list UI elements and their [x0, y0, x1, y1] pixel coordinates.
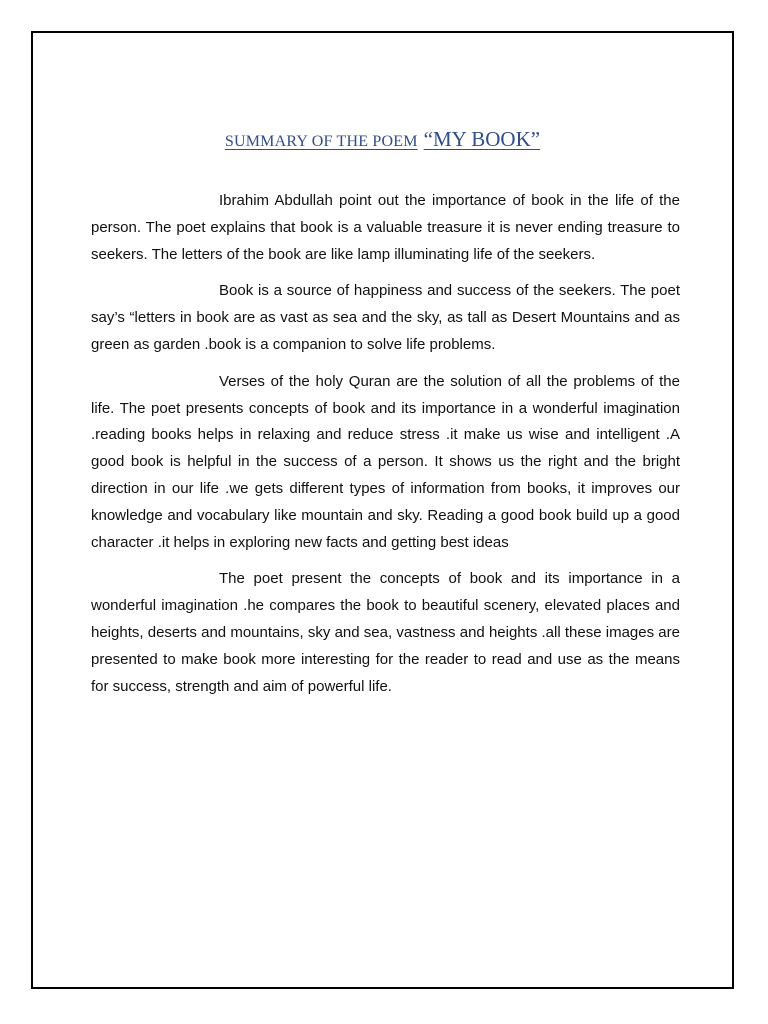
title-main: “MY BOOK” — [423, 127, 541, 151]
title-prefix: SUMMARY OF THE POEM — [224, 133, 418, 150]
paragraph-3: Verses of the holy Quran are the solution of all the problems of the life. The poet presents concepts of book and its importance in a wonderful imagination .reading books helps in relaxing and reduce stress .it make us wise and intelligent .A good book is helpful in the success of a person. It shows us the right and the bright direction in our life .we gets different types of information from books, it improves our knowledge and vocabulary like mountain and sky. Reading a good book build up a good character .it helps in exploring new facts and getting best ideas — [91, 372, 680, 551]
summary-body — [91, 188, 680, 710]
page-title — [33, 127, 732, 152]
paragraph-2: Book is a source of happiness and success of the seekers. The poet say’s “letters in book are as vast as sea and the sky, as tall as Desert Mountains and as green as garden .book is a companion to solve life problems. — [91, 282, 680, 353]
paragraph-1: Ibrahim Abdullah point out the importance of book in the life of the person. The poet explains that book is a valuable treasure it is never ending treasure to seekers. The letters of the book are like lamp illuminating life of the seekers. — [91, 192, 680, 263]
page-border — [31, 31, 734, 989]
paragraph-4: The poet present the concepts of book and its importance in a wonderful imagination .he compares the book to beautiful scenery, elevated places and heights, deserts and mountains, sky and sea, vastness and heights .all these images are presented to make book more interesting for the reader to read and use as the means for success, strength and aim of powerful life. — [91, 570, 680, 695]
